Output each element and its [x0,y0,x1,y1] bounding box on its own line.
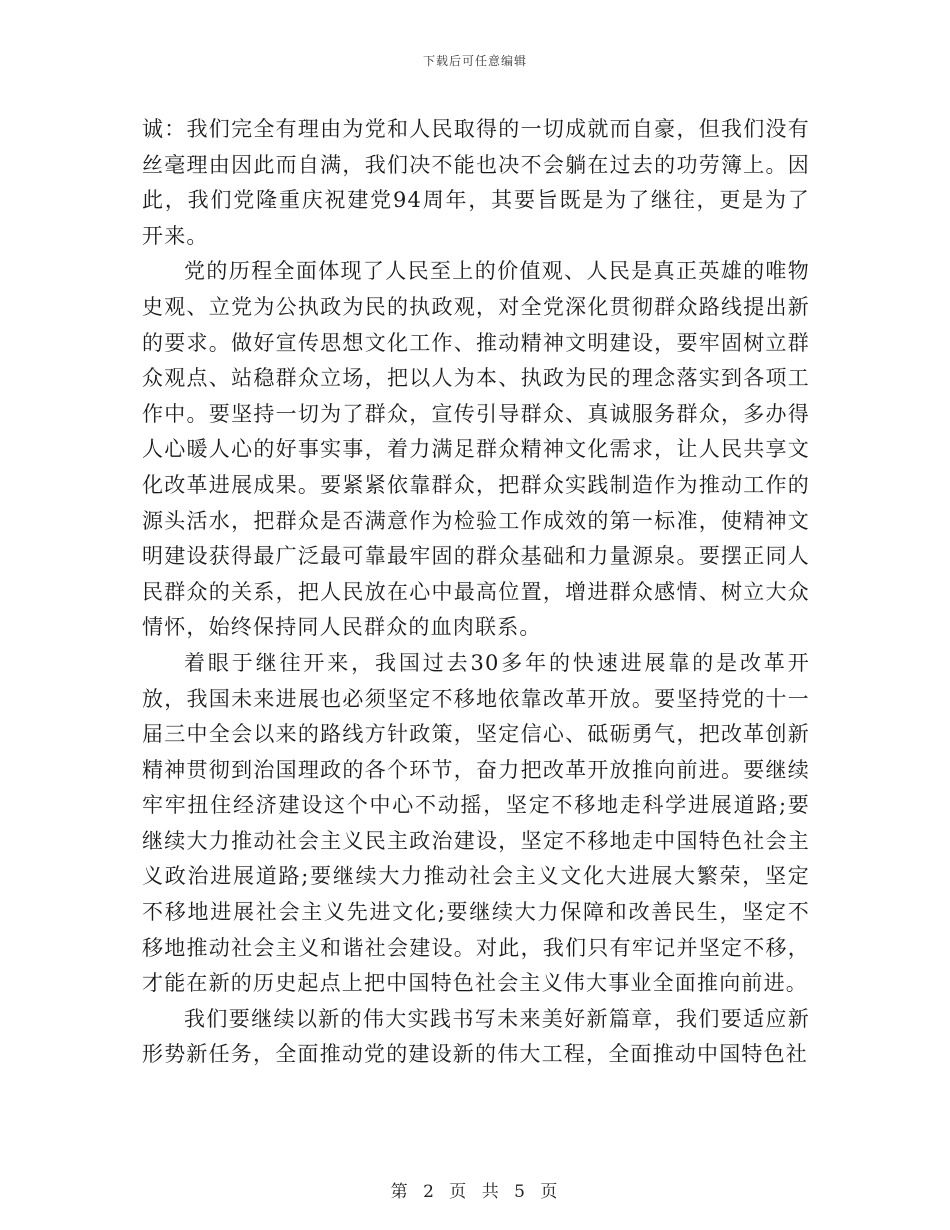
paragraph: 党的历程全面体现了人民至上的价值观、人民是真正英雄的唯物史观、立党为公执政为民的执政观，对全党深化贯彻群众路线提出新的要求。做好宣传思想文化工作、推动精神文明建设，要牢固树立群众观点、站稳群众立场，把以人为本、执政为民的理念落实到各项工作中。要坚持一切为了群众，宣传引导群众、真诚服务群众，多办得人心暖人心的好事实事，着力满足群众精神文化需求，让人民共享文化改革进展成果。要紧紧依靠群众，把群众实践制造作为推动工作的源头活水，把群众是否满意作为检验工作成效的第一标准，使精神文明建设获得最广泛最可靠最牢固的群众基础和力量源泉。要摆正同人民群众的关系，把人民放在心中最高位置，增进群众感情、树立大众情怀，始终保持同人民群众的血肉联系。 [142,259,810,640]
page-footer: 第 2 页 共 5 页 [390,1182,560,1202]
paragraph: 诚：我们完全有理由为党和人民取得的一切成就而自豪，但我们没有丝毫理由因此而自满，我们决不能也决不会躺在过去的功劳簿上。因此，我们党隆重庆祝建党94周年，其要旨既是为了继往，更是为了开来。 [142,117,810,248]
page-header: 下载后可任意编辑 [422,54,527,68]
document-body [142,112,810,1073]
paragraph: 我们要继续以新的伟大实践书写未来美好新篇章，我们要适应新形势新任务，全面推动党的建设新的伟大工程，全面推动中国特色社 [142,1006,810,1067]
paragraph: 着眼于继往开来，我国过去30多年的快速进展靠的是改革开放，我国未来进展也必须坚定不移地依靠改革开放。要坚持党的十一届三中全会以来的路线方针政策，坚定信心、砥砺勇气，把改革创新精神贯彻到治国理政的各个环节，奋力把改革开放推向前进。要继续牢牢扭住经济建设这个中心不动摇，坚定不移地走科学进展道路;要继续大力推动社会主义民主政治建设，坚定不移地走中国特色社会主义政治进展道路;要继续大力推动社会主义文化大进展大繁荣，坚定不移地进展社会主义先进文化;要继续大力保障和改善民生，坚定不移地推动社会主义和谐社会建设。对此，我们只有牢记并坚定不移，才能在新的历史起点上把中国特色社会主义伟大事业全面推向前进。 [142,650,810,996]
